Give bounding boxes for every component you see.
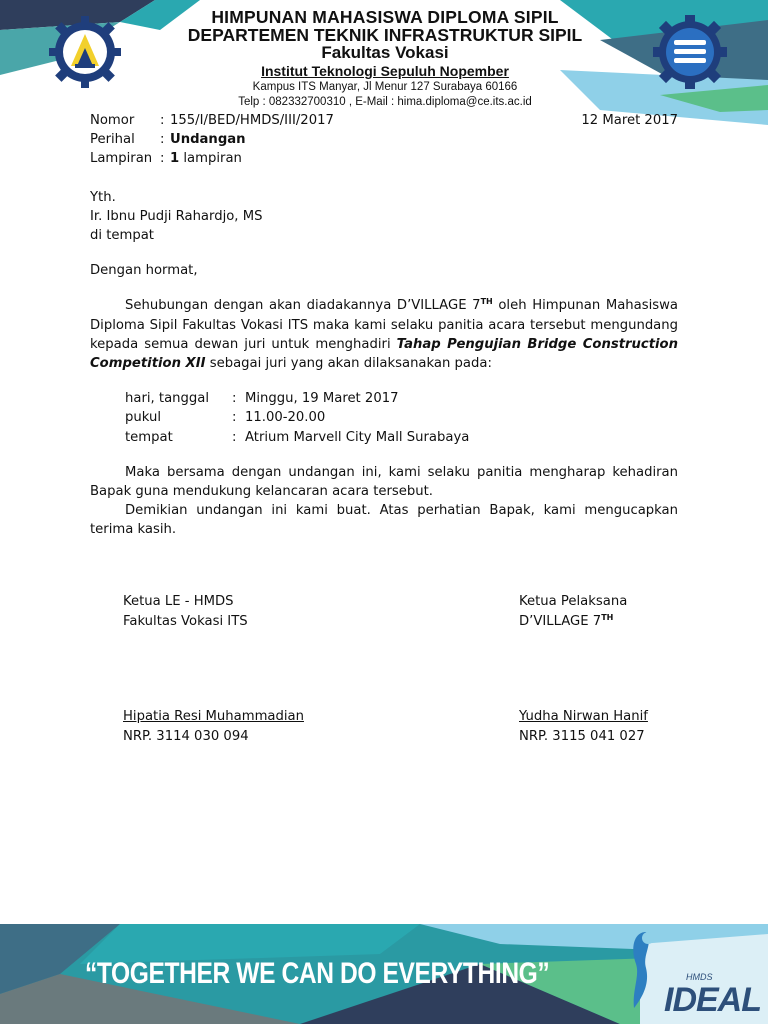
org-name: HIMPUNAN MAHASISWA DIPLOMA SIPIL bbox=[211, 7, 559, 27]
nomor-value: 155/I/BED/HMDS/III/2017 bbox=[170, 113, 334, 128]
paragraph-closing: Demikian undangan ini kami buat. Atas perhatian Bapak, kami mengucapkan terima kasih. bbox=[90, 503, 678, 538]
institute-name: Institut Teknologi Sepuluh Nopember bbox=[261, 63, 509, 79]
recipient-greeting: Yth. bbox=[90, 189, 116, 205]
signature-right bbox=[519, 592, 627, 632]
signer-nrp: NRP. 3115 041 027 bbox=[519, 729, 645, 744]
nomor-label: Nomor bbox=[90, 113, 135, 128]
signer-organization: D’VILLAGE 7 bbox=[519, 614, 602, 629]
perihal-value: Undangan bbox=[170, 132, 246, 148]
signature-right-name-block bbox=[519, 707, 648, 747]
hmds-logo-icon bbox=[652, 14, 728, 90]
signature-left bbox=[123, 592, 248, 632]
faculty-name: Fakultas Vokasi bbox=[321, 43, 449, 62]
lampiran-unit: lampiran bbox=[183, 151, 242, 167]
colon: : bbox=[232, 410, 237, 426]
colon: : bbox=[232, 391, 237, 407]
signature-left-name-block bbox=[123, 707, 304, 747]
lampiran-row bbox=[90, 149, 678, 168]
perihal-label: Perihal bbox=[90, 132, 135, 148]
lampiran-count: 1 bbox=[170, 151, 180, 167]
detail-label: hari, tanggal bbox=[125, 391, 210, 407]
detail-row-time bbox=[125, 408, 678, 427]
detail-row-place bbox=[125, 428, 678, 447]
paragraph-invitation bbox=[90, 296, 678, 373]
letter-body bbox=[90, 111, 678, 540]
lampiran-label: Lampiran bbox=[90, 151, 153, 167]
p1-text-b: oleh Himpunan Mahasiswa Diploma Sipil Fakultas Vokasi ITS maka kami selaku panitia acara tersebut mengundang kepada semua dewan juri untuk menghadiri bbox=[90, 298, 678, 352]
p1-text-a: Sehubungan dengan akan diadakannya D’VILLAGE 7 bbox=[125, 298, 481, 314]
perihal-row bbox=[90, 130, 678, 149]
department-name: DEPARTEMEN TEKNIK INFRASTRUKTUR SIPIL bbox=[187, 25, 583, 45]
colon: : bbox=[160, 151, 165, 167]
event-name: Tahap Pengujian Bridge Construction Competition XII bbox=[90, 336, 678, 372]
recipient-place: di tempat bbox=[90, 228, 154, 244]
signer-name: Hipatia Resi Muhammadian bbox=[123, 709, 304, 724]
footer-brand-small: HMDS bbox=[686, 972, 713, 982]
contact-info: Telp : 082332700310 , E-Mail : hima.diploma@ce.its.ac.id bbox=[238, 96, 532, 108]
signer-nrp: NRP. 3114 030 094 bbox=[123, 729, 249, 744]
colon: : bbox=[160, 132, 165, 148]
p1-text-c: sebagai juri yang akan dilaksanakan pada: bbox=[205, 356, 492, 372]
detail-value: Atrium Marvell City Mall Surabaya bbox=[245, 429, 470, 445]
signer-title: Ketua LE - HMDS bbox=[123, 594, 234, 609]
signer-title: Ketua Pelaksana bbox=[519, 594, 628, 609]
paragraph-hope: Maka bersama dengan undangan ini, kami selaku panitia mengharap kehadiran Bapak guna mendukung kelancaran acara tersebut. bbox=[90, 464, 678, 500]
detail-row-date bbox=[125, 389, 678, 408]
signer-superscript: TH bbox=[601, 613, 614, 622]
salutation: Dengan hormat, bbox=[90, 263, 198, 279]
signer-organization: Fakultas Vokasi ITS bbox=[123, 614, 248, 629]
colon: : bbox=[232, 429, 237, 445]
detail-label: tempat bbox=[125, 429, 173, 445]
letterhead bbox=[140, 8, 630, 109]
letter-date: 12 Maret 2017 bbox=[581, 113, 678, 128]
its-logo-icon bbox=[47, 14, 123, 90]
detail-value: 11.00-20.00 bbox=[245, 410, 326, 426]
recipient-name: Ir. Ibnu Pudji Rahardjo, MS bbox=[90, 208, 263, 224]
footer-slogan: “TOGETHER WE CAN DO EVERYTHING” bbox=[85, 957, 550, 990]
p1-superscript: TH bbox=[480, 297, 493, 307]
address: Kampus ITS Manyar, Jl Menur 127 Surabaya 60166 bbox=[252, 81, 518, 93]
signer-name: Yudha Nirwan Hanif bbox=[519, 709, 648, 724]
footer-brand-big: IDEAL bbox=[664, 981, 761, 1019]
detail-value: Minggu, 19 Maret 2017 bbox=[245, 391, 399, 407]
detail-label: pukul bbox=[125, 410, 161, 426]
ideal-logo-icon bbox=[624, 928, 664, 1018]
colon: : bbox=[160, 113, 165, 128]
